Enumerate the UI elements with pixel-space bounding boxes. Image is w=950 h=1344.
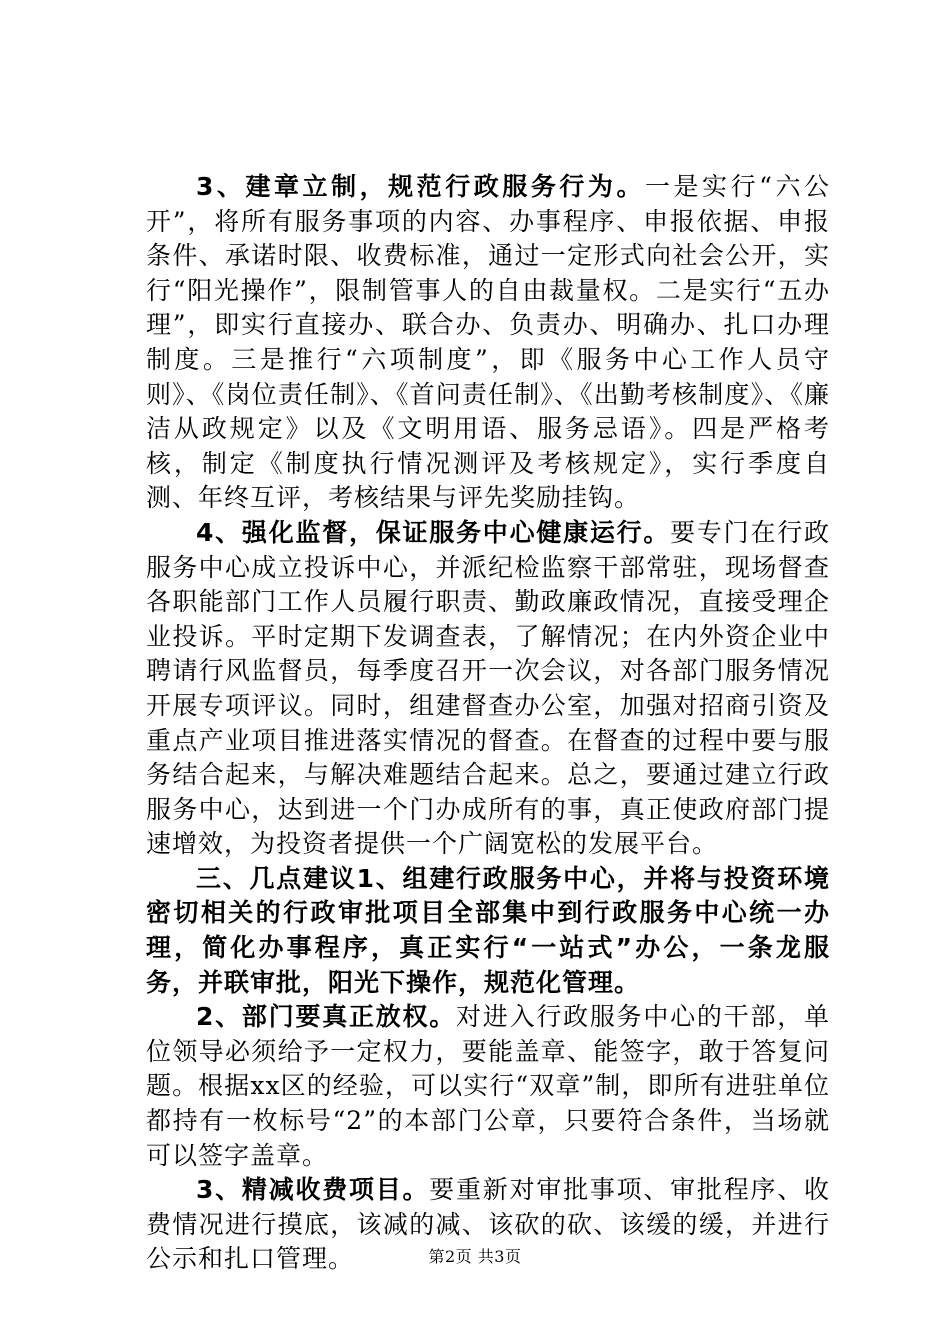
paragraph-heading: 3、精减收费项目。 <box>196 1175 430 1205</box>
document-body <box>146 170 830 1277</box>
paragraph-text: 一是实行“六公开”，将所有服务事项的内容、办事程序、申报依据、申报条件、承诺时限、收费标准，通过一定形式向社会公开，实行“阳光操作”，限制管事人的自由裁量权。二是实行“五办理”，即实行直接办、联合办、负责办、明确办、扎口办理制度。三是推行“六项制度”，即《服务中心工作人员守则》、《岗位责任制》、《首问责任制》、《出勤考核制度》、《廉洁从政规定》以及《文明用语、服务忌语》。四是严格考核，制定《制度执行情况测评及考核规定》，实行季度自测、年终互评，考核结果与评先奖励挂钩。 <box>146 172 830 513</box>
paragraph-heading: 3、建章立制，规范行政服务行为。 <box>196 172 645 201</box>
page-number-footer: 第2页 共3页 <box>428 1247 522 1266</box>
paragraph-delegate-power <box>146 1000 830 1173</box>
paragraph-text: 对进入行政服务中心的干部，单位领导必须给予一定权力，要能盖章、能签字，敢于答复问题。根据xx区的经验，可以实行“双章”制，即所有进驻单位都持有一枚标号“2”的本部门公章，只要符合条件，当场就可以签字盖章。 <box>146 1002 830 1170</box>
paragraph-heading: 2、部门要真正放权。 <box>196 1002 457 1032</box>
paragraph-establish-rules <box>146 170 830 516</box>
paragraph-text: 要重新对审批事项、审批程序、收费情况进行摸底，该减的减、该砍的砍、该缓的缓，并进行公示和扎口管理。 <box>146 1175 830 1274</box>
paragraph-heading: 4、强化监督，保证服务中心健康运行。 <box>196 517 671 547</box>
paragraph-suggestions: 三、几点建议1、组建行政服务中心，并将与投资环境密切相关的行政审批项目全部集中到行政服务中心统一办理，简化办事程序，真正实行“一站式”办公，一条龙服务，并联审批，阳光下操作，规范化管理。 <box>146 863 830 997</box>
paragraph-strengthen-supervision <box>146 516 830 862</box>
paragraph-text: 要专门在行政服务中心成立投诉中心，并派纪检监察干部常驻，现场督查各职能部门工作人员履行职责、勤政廉政情况，直接受理企业投诉。平时定期下发调查表，了解情况；在内外资企业中聘请行风监督员，每季度召开一次会议，对各部门服务情况开展专项评议。同时，组建督查办公室，加强对招商引资及重点产业项目推进落实情况的督查。在督查的过程中要与服务结合起来，与解决难题结合起来。总之，要通过建立行政服务中心，达到进一个门办成所有的事，真正使政府部门提速增效，为投资者提供一个广阔宽松的发展平台。 <box>146 517 830 859</box>
